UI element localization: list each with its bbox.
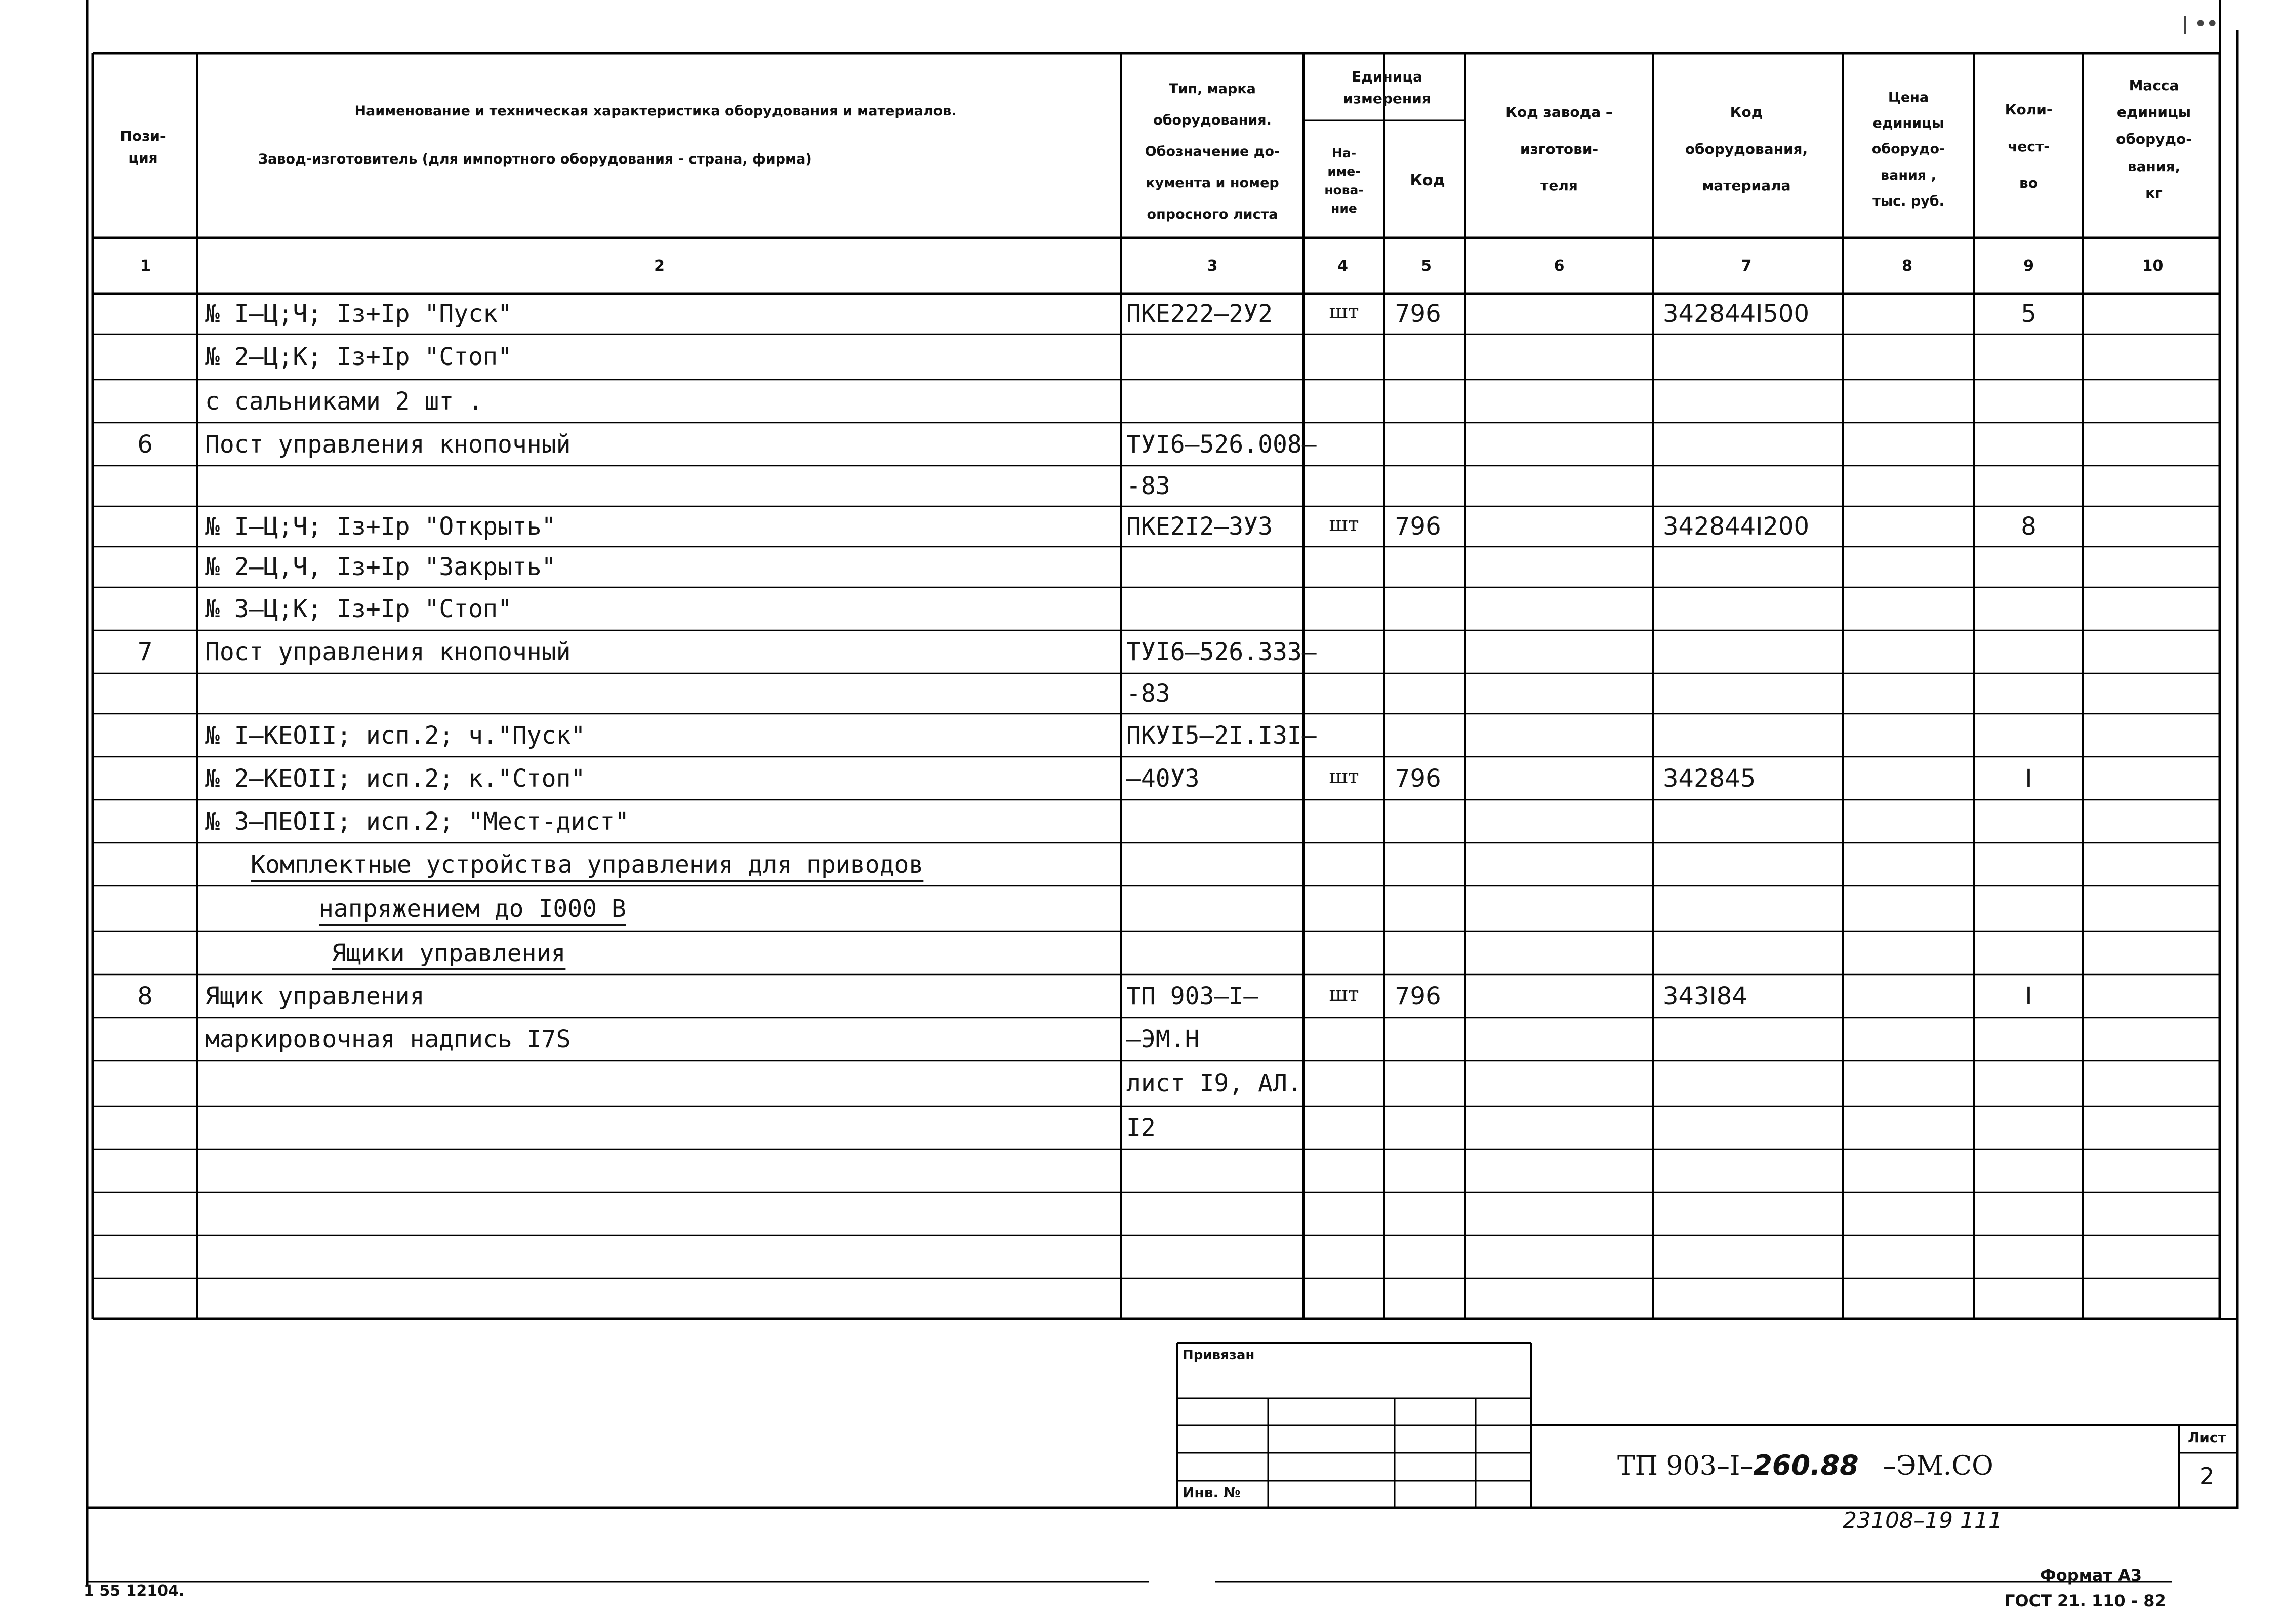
cell-c3-row-3: ТУI6–526.008–	[1126, 430, 1317, 459]
cell-c9-row-11: I	[2025, 764, 2032, 793]
header-unit-name: На- име- нова- ние	[1324, 146, 1364, 216]
column-number-3: 3	[1207, 257, 1218, 275]
cell-c3-row-5: ПКЕ2I2–3У3	[1126, 512, 1273, 541]
print-code: 1 55 12104.	[84, 1582, 185, 1600]
designation-handwritten: 260.88	[1753, 1449, 1859, 1481]
section-heading-row-15: Ящики управления	[332, 939, 566, 967]
cell-c2-row-10: № I–КЕОII; исп.2; ч."Пуск"	[205, 721, 586, 750]
handwritten-number: 23108–19 111	[1843, 1508, 2003, 1533]
cell-c2-row-1: № 2–Ц;К; Iз+Iр "Стоп"	[205, 343, 512, 371]
column-number-8: 8	[1902, 257, 1912, 275]
cell-c7-row-16: 343I84	[1663, 982, 1747, 1010]
cell-c3-row-0: ПКЕ222–2У2	[1126, 300, 1273, 328]
corner-mark: | ••	[2182, 14, 2218, 34]
column-number-9: 9	[2023, 257, 2034, 275]
format-label: Формат А3	[2040, 1566, 2142, 1585]
column-number-5: 5	[1421, 257, 1432, 275]
cell-c2-row-17: маркировочная надпись I7S	[205, 1025, 571, 1053]
section-heading-row-14: напряжением до I000 В	[319, 895, 626, 923]
cell-c9-row-0: 5	[2021, 300, 2036, 328]
cell-c7-row-0: 342844I500	[1663, 300, 1810, 328]
stamp-inventory-number-label: Инв. №	[1183, 1484, 1241, 1501]
cell-c4-row-0: шт	[1329, 300, 1359, 323]
cell-c2-row-2: с сальниками 2 шт .	[205, 387, 483, 416]
cell-c5-row-5: 796	[1395, 512, 1441, 541]
cell-c7-row-11: 342845	[1663, 764, 1756, 793]
header-unit-mass: Масса единицы оборудо- вания, кг	[2116, 77, 2192, 201]
header-manufacturer-code: Код завода – изготови- теля	[1505, 103, 1613, 194]
document-designation	[1617, 1449, 1993, 1481]
cell-c2-row-3: Пост управления кнопочный	[205, 430, 571, 459]
header-unit-group: Единица измерения	[1343, 68, 1431, 107]
cell-c1-row-8: 7	[137, 637, 153, 666]
cell-c3-row-18: лист I9, АЛ.	[1126, 1069, 1302, 1098]
cell-c3-row-8: ТУI6–526.333–	[1126, 637, 1317, 666]
stamp-privyazan-label: Привязан	[1183, 1348, 1255, 1363]
sheet-number: 2	[2199, 1463, 2215, 1490]
cell-c2-row-5: № I–Ц;Ч; Iз+Iр "Открыть"	[205, 512, 556, 541]
column-number-7: 7	[1741, 257, 1752, 275]
cell-c3-row-16: ТП 903–I–	[1126, 982, 1258, 1010]
cell-c1-row-3: 6	[137, 430, 153, 459]
cell-c3-row-9: -83	[1126, 679, 1170, 708]
cell-c5-row-16: 796	[1395, 982, 1441, 1010]
cell-c4-row-11: шт	[1329, 764, 1359, 788]
header-unit-code: Код	[1410, 172, 1445, 190]
cell-c9-row-5: 8	[2021, 512, 2036, 541]
column-number-4: 4	[1337, 257, 1348, 275]
header-name-line1: Наименование и техническая характеристика оборудования и материалов.	[354, 103, 957, 119]
column-number-6: 6	[1554, 257, 1565, 275]
cell-c3-row-11: –40У3	[1126, 764, 1200, 793]
cell-c7-row-5: 342844I200	[1663, 512, 1810, 541]
cell-c4-row-5: шт	[1329, 513, 1359, 536]
section-heading-row-13: Комплектные устройства управления для приводов	[251, 850, 924, 879]
header-quantity: Коли- чест- во	[2005, 101, 2053, 192]
designation-prefix: ТП 903–I–	[1617, 1451, 1754, 1481]
cell-c2-row-11: № 2–КЕОII; исп.2; к."Стоп"	[205, 764, 586, 793]
cell-c5-row-0: 796	[1395, 300, 1441, 328]
cell-c3-row-19: I2	[1126, 1113, 1156, 1142]
header-unit-price: Цена единицы оборудо- вания , тыс. руб.	[1871, 89, 1945, 209]
cell-c2-row-12: № 3–ПЕОII; исп.2; "Мест-дист"	[205, 807, 630, 836]
column-number-10: 10	[2142, 257, 2164, 275]
cell-c2-row-6: № 2–Ц,Ч, Iз+Iр "Закрыть"	[205, 553, 556, 581]
cell-c2-row-0: № I–Ц;Ч; Iз+Iр "Пуск"	[205, 300, 512, 328]
sheet-label: Лист	[2188, 1429, 2226, 1446]
cell-c5-row-11: 796	[1395, 764, 1441, 793]
cell-c1-row-16: 8	[137, 982, 153, 1010]
header-position: Пози- ция	[120, 127, 166, 166]
header-name-line2: Завод-изготовитель (для импортного оборудования - страна, фирма)	[258, 151, 812, 168]
cell-c2-row-16: Ящик управления	[205, 982, 425, 1010]
cell-c2-row-8: Пост управления кнопочный	[205, 637, 571, 666]
cell-c2-row-7: № 3–Ц;К; Iз+Iр "Стоп"	[205, 594, 512, 623]
header-type-mark: Тип, марка оборудования. Обозначение до- кумента и номер опросного листа	[1145, 80, 1280, 223]
cell-c9-row-16: I	[2025, 982, 2032, 1010]
gost-label: ГОСТ 21. 110 - 82	[2005, 1591, 2166, 1610]
cell-c3-row-4: -83	[1126, 472, 1170, 500]
cell-c3-row-10: ПКУI5–2I.I3I–	[1126, 721, 1317, 750]
column-number-1: 1	[140, 257, 151, 275]
designation-suffix: –ЭМ.СО	[1883, 1451, 1993, 1481]
header-equipment-code: Код оборудования, материала	[1685, 103, 1808, 194]
cell-c4-row-16: шт	[1329, 982, 1359, 1006]
column-number-2: 2	[654, 257, 665, 275]
cell-c3-row-17: –ЭМ.Н	[1126, 1025, 1200, 1053]
